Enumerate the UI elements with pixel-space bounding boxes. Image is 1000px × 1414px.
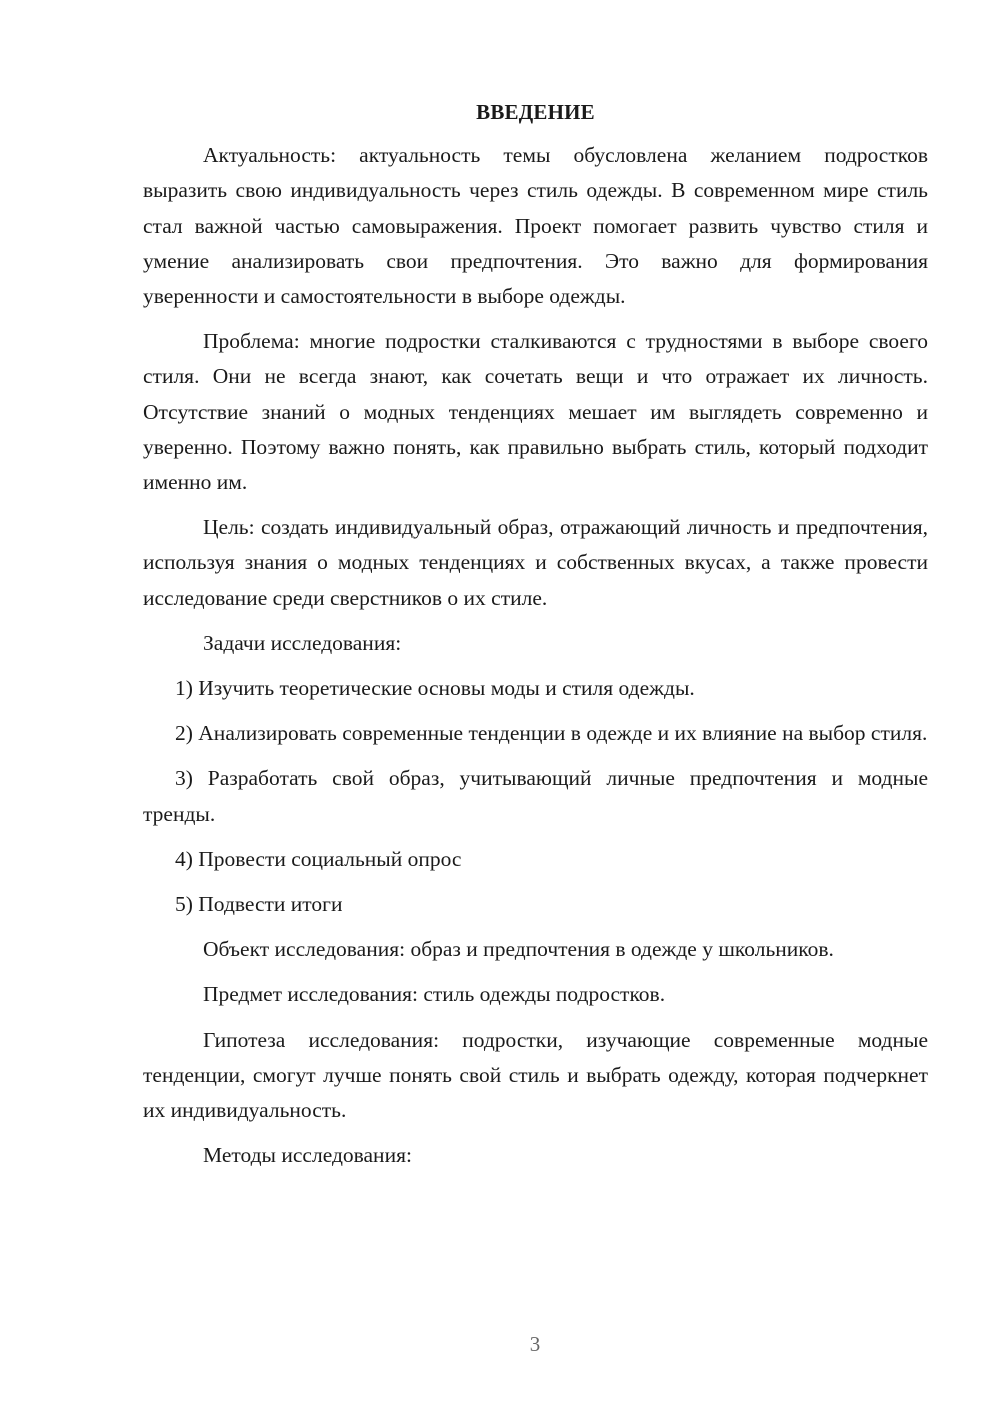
page-number: 3 <box>529 1332 541 1356</box>
paragraph-goal: Цель: создать индивидуальный образ, отражающий личность и предпочтения, используя знания о модных тенденциях и собственных вкусах, а также провести исследование среди сверстников о их стиле. <box>143 515 928 610</box>
task-item-4: 4) Провести социальный опрос <box>175 846 462 871</box>
task-item-2: 2) Анализировать современные тенденции в одежде и их влияние на выбор стиля. <box>175 721 928 746</box>
task-item-1: 1) Изучить теоретические основы моды и стиля одежды. <box>175 676 695 701</box>
paragraph-relevance: Актуальность: актуальность темы обусловлена желанием подростков выразить свою индивидуальность через стиль одежды. В современном мире стиль стал важной частью самовыражения. Проект помогает развить чувство стиля и умение анализировать свои предпочтения. Это важно для формирования уверенности и самостоятельности в выборе одежды. <box>143 143 928 309</box>
paragraph-problem: Проблема: многие подростки сталкиваются с трудностями в выборе своего стиля. Они не всегда знают, как сочетать вещи и что отражает их личность. Отсутствие знаний о модных тенденциях мешает им выглядеть современно и уверенно. Поэтому важно понять, как правильно выбрать стиль, который подходит именно им. <box>143 329 928 495</box>
page-content <box>143 95 928 1183</box>
task-item-5: 5) Подвести итоги <box>175 892 343 917</box>
paragraph-subject: Предмет исследования: стиль одежды подростков. <box>203 982 666 1007</box>
task-item-3: 3) Разработать свой образ, учитывающий личные предпочтения и модные тренды. <box>143 766 928 826</box>
section-title: ВВЕДЕНИЕ <box>476 100 595 124</box>
paragraph-object: Объект исследования: образ и предпочтения в одежде у школьников. <box>203 937 834 962</box>
paragraph-methods: Методы исследования: <box>203 1143 412 1168</box>
paragraph-hypothesis: Гипотеза исследования: подростки, изучающие современные модные тенденции, смогут лучше понять свой стиль и выбрать одежду, которая подчеркнет их индивидуальность. <box>143 1027 928 1123</box>
tasks-heading: Задачи исследования: <box>203 630 402 655</box>
